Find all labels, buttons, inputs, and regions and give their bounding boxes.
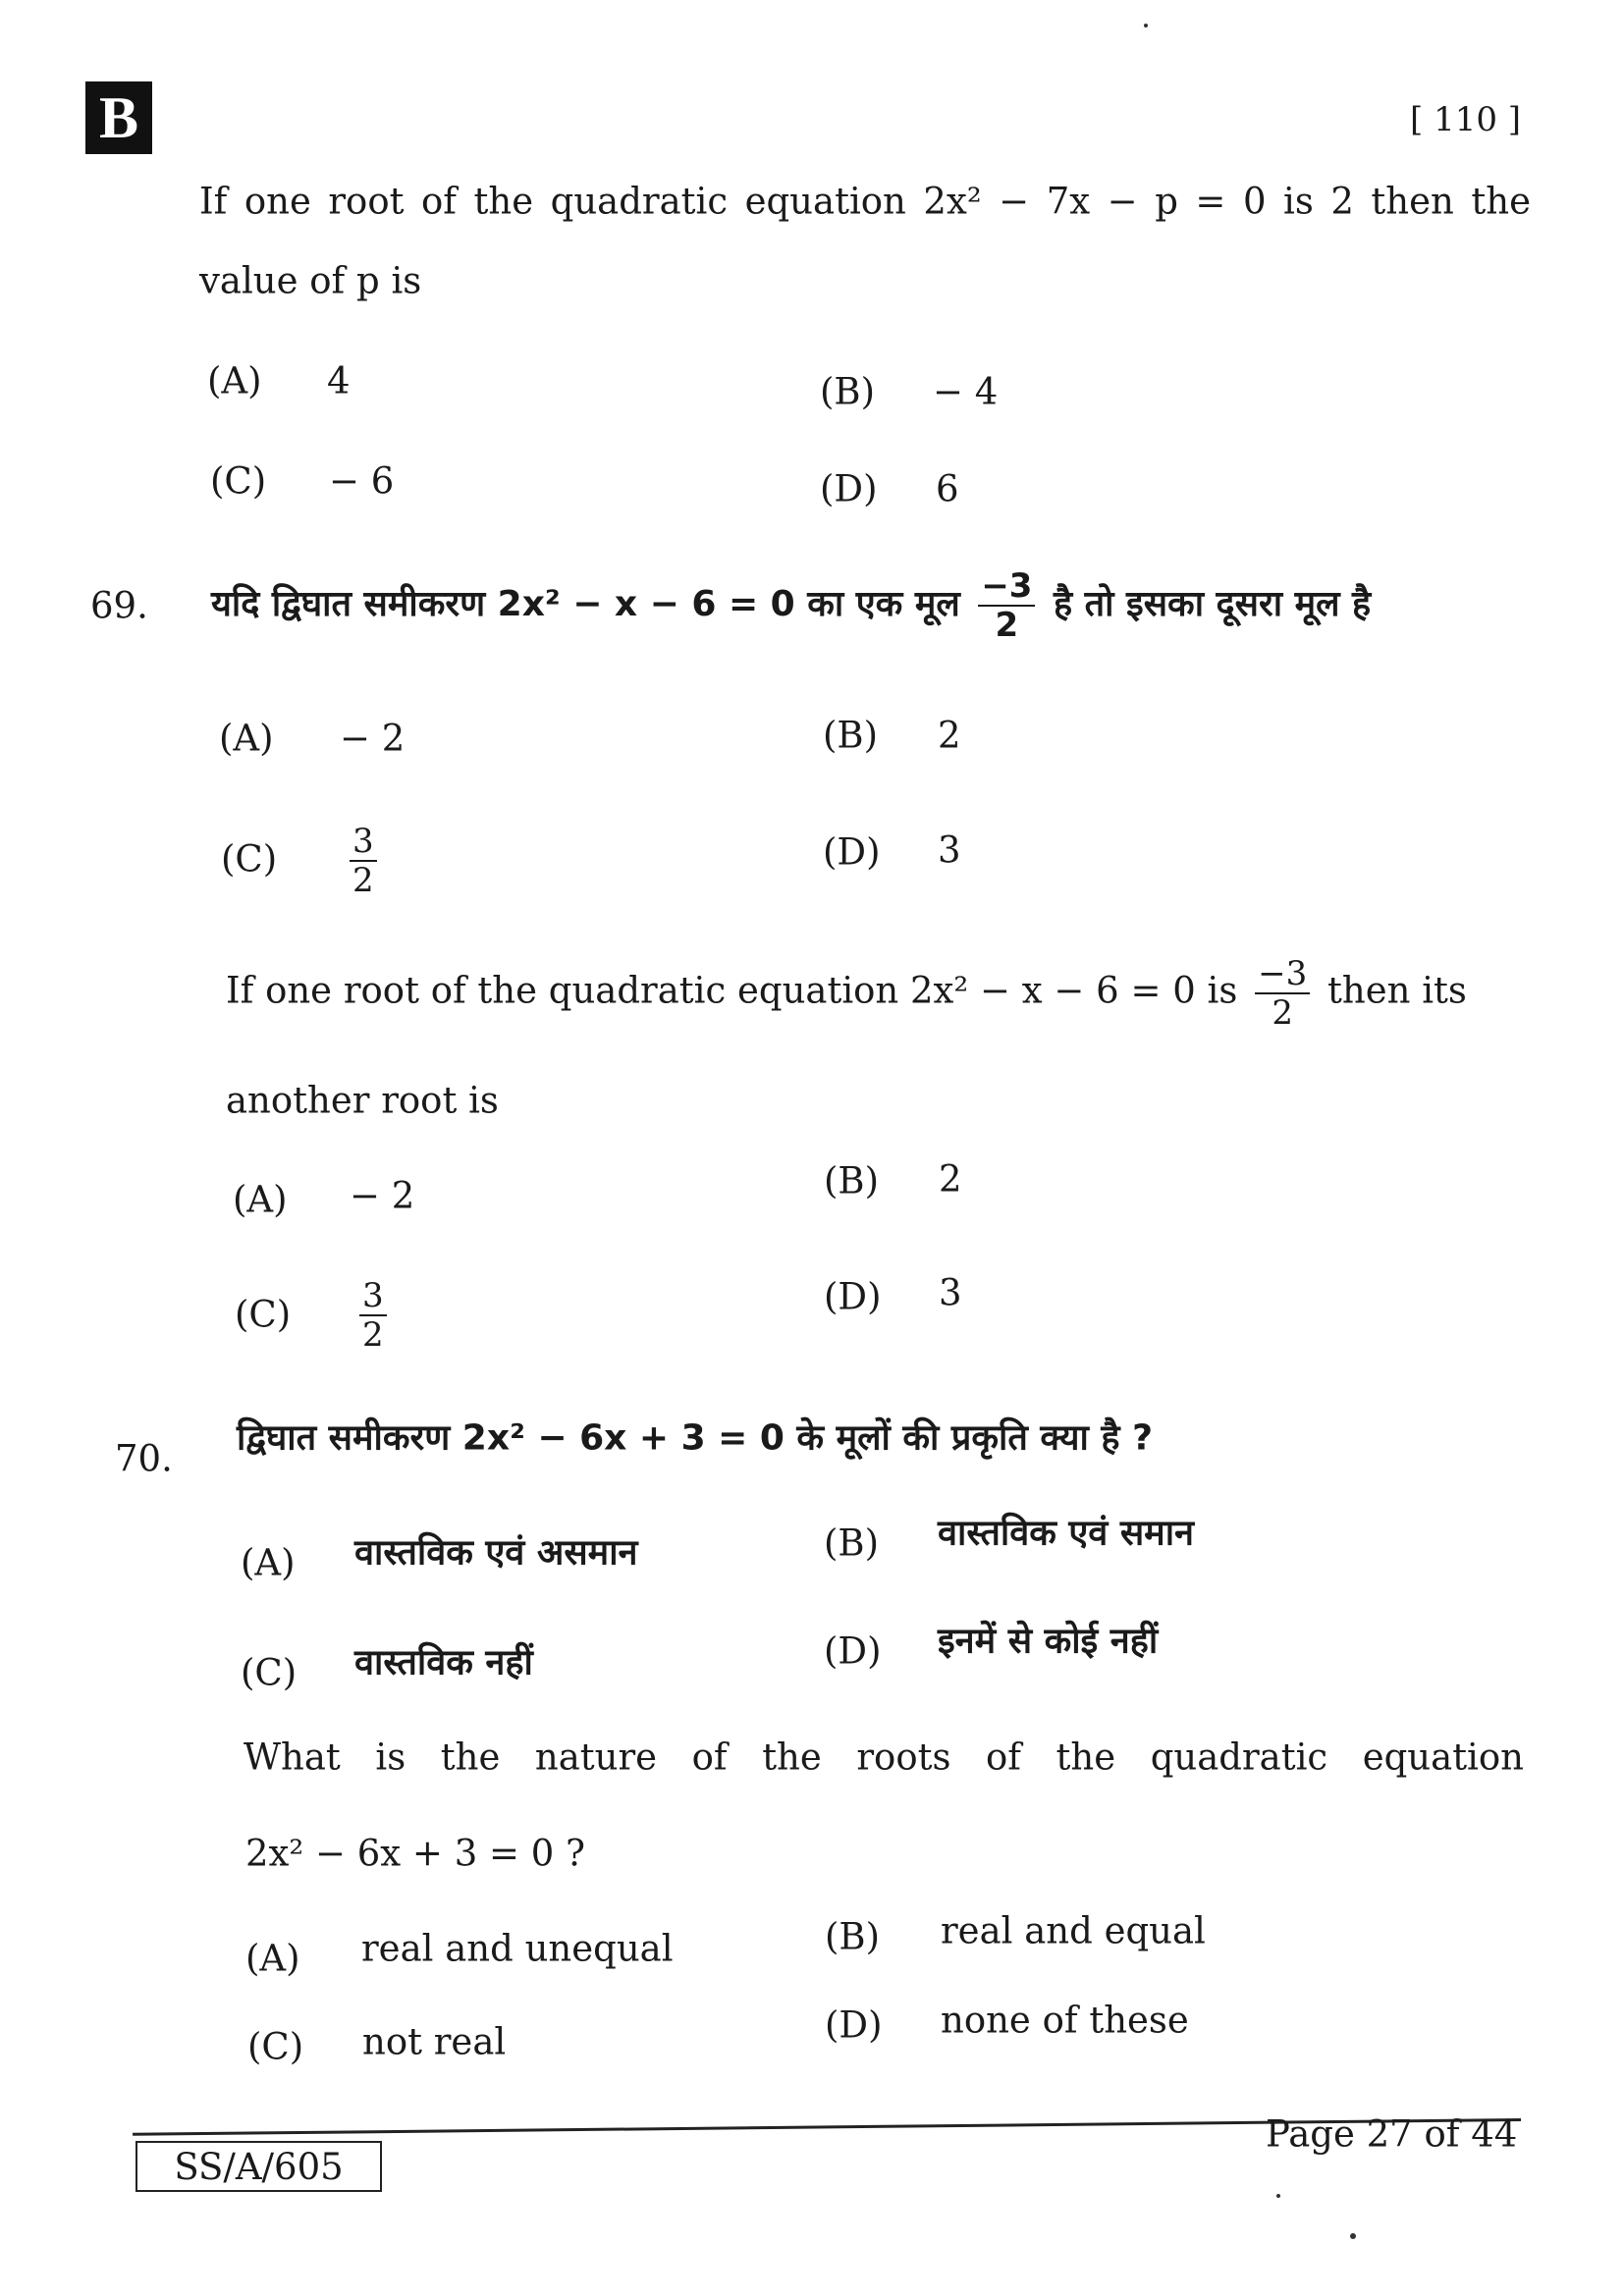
q70-en-option-b-label: (B) [825,1915,881,1958]
q70-en-option-a: real and unequal [361,1927,674,1970]
q69-hindi-fraction [978,566,1035,645]
q70-english-line2: 2x² − 6x + 3 = 0 ? [245,1832,585,1875]
q69-hi-option-b: 2 [938,714,961,757]
q70-hi-option-a: वास्तविक एवं असमान [354,1532,638,1574]
q69-english-after: then its [1327,969,1467,1012]
q70-hi-option-b: वास्तविक एवं समान [938,1513,1195,1554]
q68-line2: value of p is [199,259,422,302]
q69-hi-option-c-label: (C) [221,837,278,881]
q70-en-option-d: none of these [941,1999,1189,2042]
q69-en-option-c [353,1276,393,1355]
q70-hi-option-d: इनमें से कोई नहीं [938,1621,1159,1662]
q70-number: 70. [115,1437,173,1480]
q70-en-option-d-label: (D) [825,2003,883,2047]
q69-english-line2: another root is [226,1079,499,1122]
q70-hi-option-a-label: (A) [241,1541,296,1584]
q70-en-option-b: real and equal [941,1909,1206,1952]
q68-line1: If one root of the quadratic equation 2x² − 7x − p = 0 is 2 then the [199,180,1531,223]
q68-option-b-label: (B) [820,370,876,413]
q69-number: 69. [90,584,148,627]
paper-code-box [135,2141,382,2192]
fraction-numerator: −3 [978,569,1035,607]
fraction-denominator: 2 [352,861,374,900]
q69-en-option-a: − 2 [350,1174,415,1217]
marks-label: [ 110 ] [1410,100,1522,139]
q69-hi-option-c [344,822,383,900]
q68-option-d-label: (D) [820,467,878,510]
q69-english-fraction [1255,954,1310,1033]
q70-en-option-a-label: (A) [245,1937,300,1980]
q69-en-option-c-label: (C) [235,1293,292,1336]
q69-en-option-d: 3 [939,1271,962,1314]
q69-hindi-question [211,566,1372,645]
q69-en-option-d-label: (D) [824,1275,882,1318]
section-badge: B [85,81,152,154]
scan-speck [1144,24,1148,27]
q70-hi-option-c-label: (C) [241,1651,298,1694]
q70-en-option-c: not real [362,2020,507,2063]
q68-option-d: 6 [936,467,959,510]
scan-speck [1350,2233,1356,2239]
fraction-denominator: 2 [995,606,1019,645]
fraction-numerator: 3 [350,825,377,862]
q69-hi-option-b-label: (B) [823,714,879,757]
q69-hi-option-a: − 2 [340,717,406,760]
scan-speck [1276,2194,1280,2198]
fraction-denominator: 2 [362,1315,384,1355]
q69-english-question [226,954,1467,1033]
q68-option-a: 4 [327,359,351,402]
q69-hindi-before: यदि द्विघात समीकरण 2x² − x − 6 = 0 का एक मूल [211,584,960,624]
fraction-numerator: 3 [359,1279,387,1316]
q69-hindi-after: है तो इसका दूसरा मूल है [1054,584,1372,624]
q69-en-option-b: 2 [939,1157,962,1201]
q69-english-before: If one root of the quadratic equation 2x² − x − 6 = 0 is [226,969,1238,1012]
fraction-denominator: 2 [1272,993,1294,1033]
q70-en-option-c-label: (C) [247,2025,304,2068]
q68-option-a-label: (A) [207,359,262,402]
q70-hi-option-d-label: (D) [824,1629,882,1673]
q69-hi-option-d: 3 [938,828,961,872]
q70-hi-option-c: वास्तविक नहीं [354,1642,533,1683]
page-number: Page 27 of 44 [1266,2112,1518,2156]
q68-option-b: − 4 [933,370,999,413]
q69-en-option-a-label: (A) [233,1178,288,1221]
q68-option-c-label: (C) [210,459,267,503]
q69-en-option-b-label: (B) [824,1159,880,1202]
q68-option-c: − 6 [329,459,395,503]
paper-code: SS/A/605 [174,2145,344,2188]
q69-hi-option-d-label: (D) [823,830,881,874]
q70-hi-option-b-label: (B) [824,1522,880,1565]
q70-hindi-question: द्विघात समीकरण 2x² − 6x + 3 = 0 के मूलों की प्रकृति क्या है ? [237,1417,1153,1459]
fraction-numerator: −3 [1255,957,1310,994]
q70-english-line1: What is the nature of the roots of the quadratic equation [244,1735,1524,1779]
q69-hi-option-a-label: (A) [219,717,274,760]
